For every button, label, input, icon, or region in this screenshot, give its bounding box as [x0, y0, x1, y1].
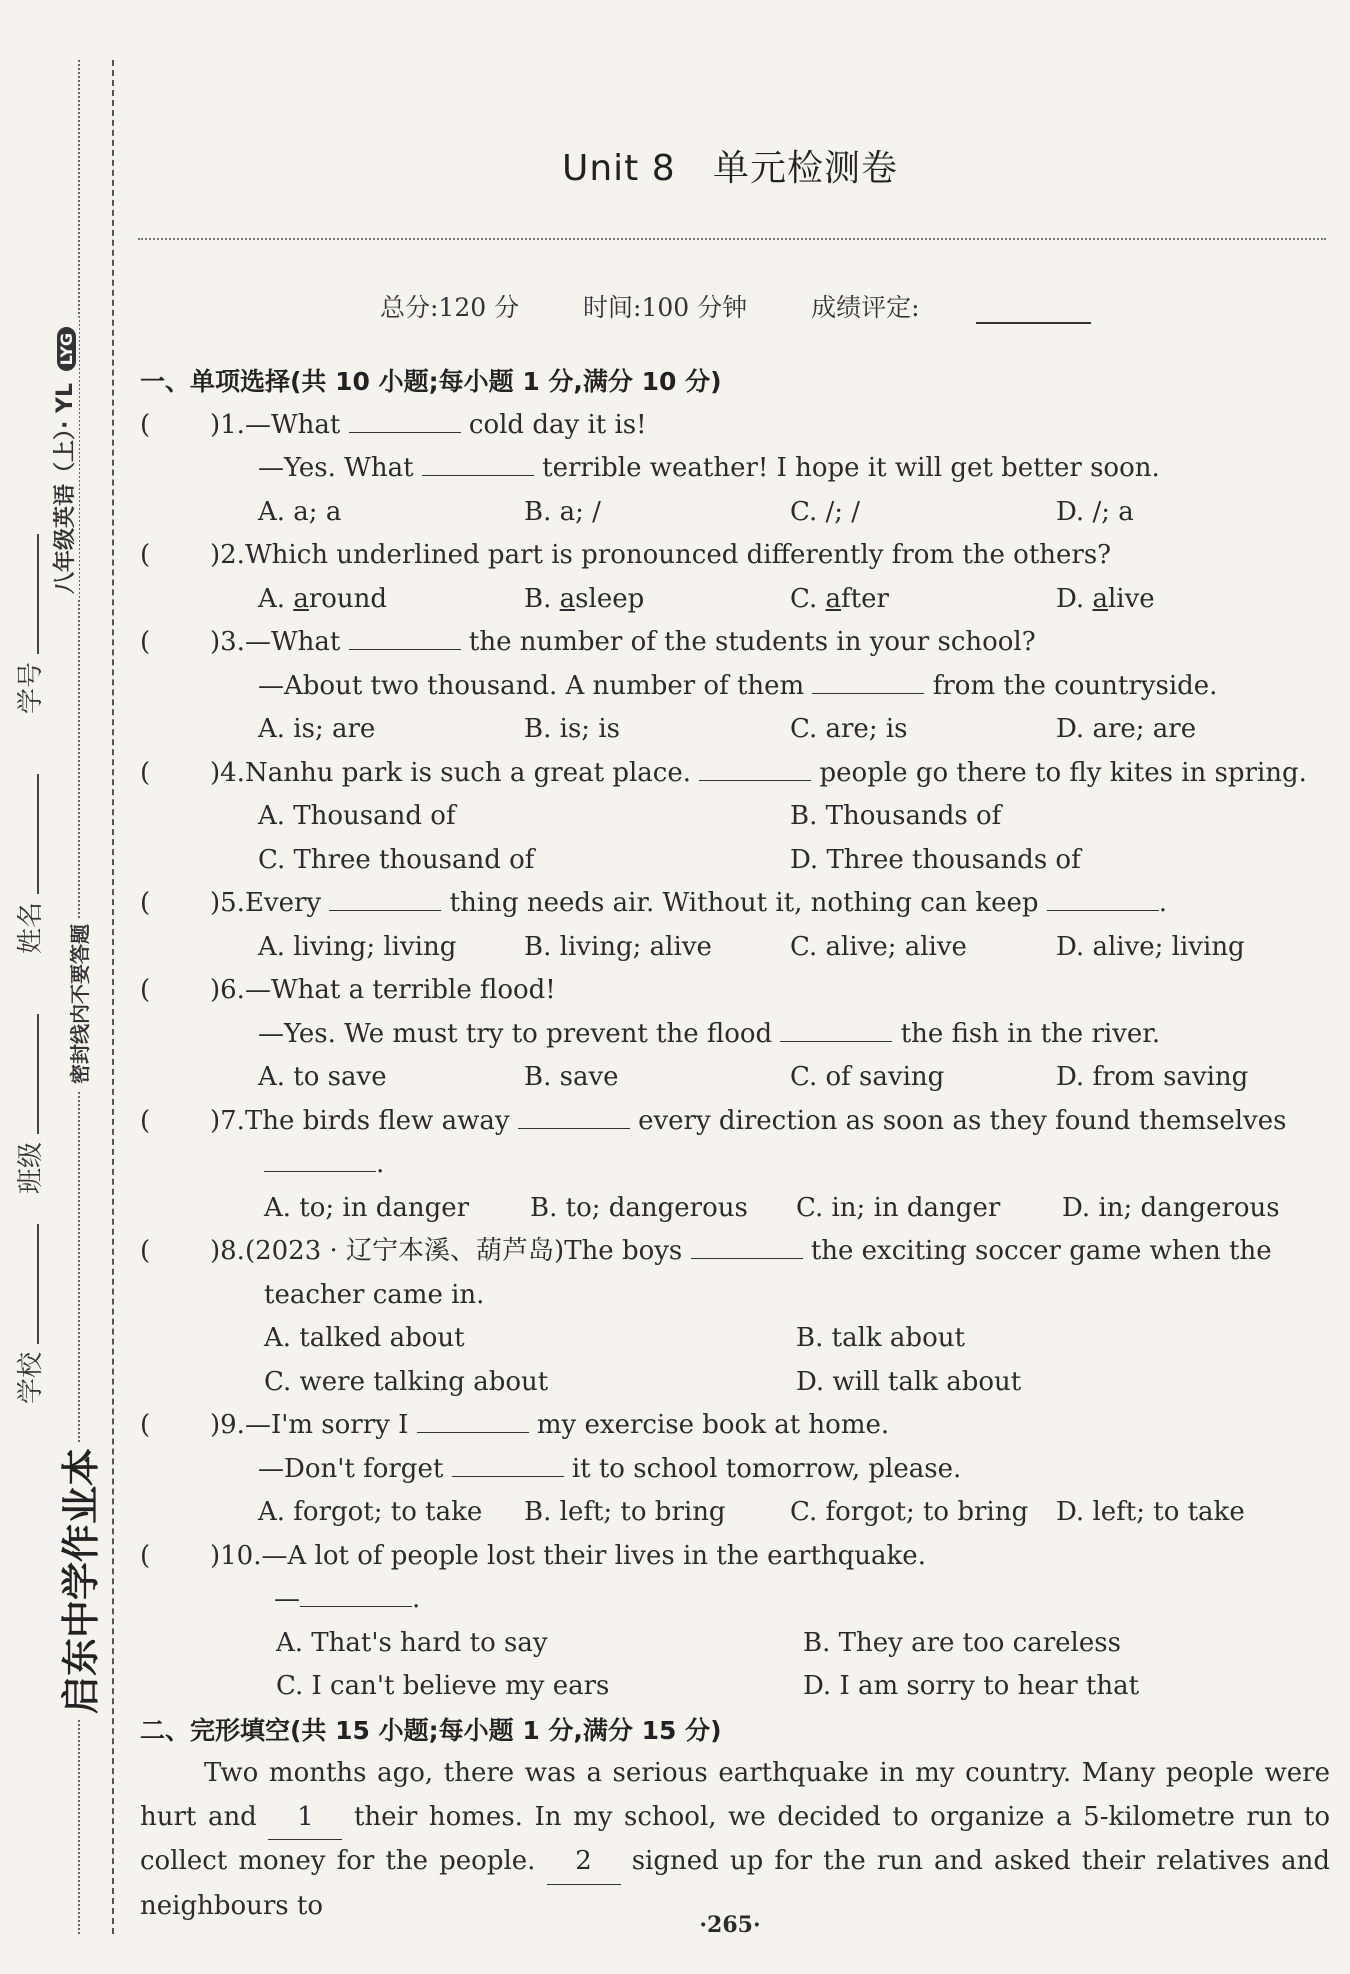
- option-c[interactable]: C. I can't believe my ears: [276, 1671, 610, 1701]
- option-c[interactable]: C. after: [790, 583, 889, 614]
- passage-text: signed up for the run and asked their relatives and neighbours to: [140, 1846, 1330, 1921]
- passage-text: Two months ago, there was a serious earthquake in my country. Many people were hurt and: [140, 1758, 1330, 1832]
- option-a[interactable]: A. to; in danger: [264, 1192, 470, 1223]
- blank[interactable]: [417, 1408, 529, 1433]
- section1-heading: 一、单项选择(共 10 小题;每小题 1 分,满分 10 分): [140, 367, 722, 396]
- blank[interactable]: [264, 1147, 376, 1172]
- option-d[interactable]: D. will talk about: [796, 1366, 1022, 1397]
- q-text: .: [376, 1149, 385, 1179]
- name-field: [10, 768, 47, 960]
- answer-paren[interactable]: (: [140, 757, 151, 788]
- passage-text: their homes. In my school, we decided to organize a 5-kilometre run to collect money for the people.: [140, 1801, 1330, 1876]
- answer-paren[interactable]: (: [140, 1540, 151, 1571]
- q-number: )3.: [210, 627, 245, 657]
- q-number: )9.: [210, 1410, 245, 1440]
- option-d[interactable]: D. alive; living: [1056, 931, 1245, 962]
- question-10: [140, 1535, 1330, 1709]
- q-text: terrible weather! I hope it will get better soon.: [542, 453, 1160, 483]
- blank[interactable]: [422, 451, 534, 476]
- series-badge: LYG: [57, 327, 76, 371]
- q-text: Every: [244, 888, 322, 918]
- name-label: 姓名: [16, 901, 46, 954]
- option-c[interactable]: C. of saving: [790, 1062, 945, 1092]
- q-text: —I'm sorry I: [244, 1410, 409, 1440]
- q-text: every direction as soon as they found themselves: [638, 1105, 1287, 1136]
- q-text: —What a terrible flood!: [244, 975, 556, 1005]
- option-d[interactable]: D. Three thousands of: [790, 844, 1081, 875]
- option-b[interactable]: B. Thousands of: [790, 801, 1002, 831]
- cloze-passage: [140, 1752, 1330, 1928]
- option-a[interactable]: A. talked about: [264, 1323, 465, 1353]
- total-score: 总分:120 分: [380, 293, 520, 322]
- student-no-blank[interactable]: [13, 534, 39, 654]
- grade-label-text: 成绩评定:: [811, 293, 920, 322]
- q-text: the fish in the river.: [900, 1018, 1161, 1049]
- blank[interactable]: [518, 1104, 630, 1129]
- blank[interactable]: [699, 756, 811, 781]
- option-b[interactable]: B. left; to bring: [524, 1497, 726, 1527]
- option-a[interactable]: A. living; living: [258, 931, 457, 962]
- question-4: [140, 752, 1330, 883]
- option-d[interactable]: D. left; to take: [1056, 1497, 1245, 1527]
- q-number: )8.: [210, 1236, 245, 1266]
- q-text: the exciting soccer game when the: [810, 1236, 1272, 1266]
- seal-line-outer: [112, 60, 114, 1934]
- option-b[interactable]: B. living; alive: [524, 931, 712, 962]
- option-d[interactable]: D. are; are: [1056, 714, 1197, 744]
- student-no-label: 学号: [16, 661, 46, 714]
- blank[interactable]: [1047, 886, 1159, 911]
- answer-paren[interactable]: (: [140, 975, 151, 1005]
- q-text: cold day it is!: [468, 409, 647, 440]
- q-number: )5.: [210, 888, 245, 918]
- q-number: )1.: [210, 409, 245, 440]
- answer-paren[interactable]: (: [140, 540, 151, 570]
- option-b[interactable]: B. save: [524, 1062, 619, 1092]
- q-number: )6.: [210, 975, 245, 1005]
- answer-paren[interactable]: (: [140, 888, 151, 918]
- q-text: it to school tomorrow, please.: [571, 1453, 962, 1484]
- q-text: the number of the students in your school?: [468, 627, 1036, 657]
- blank[interactable]: [780, 1017, 892, 1042]
- option-a[interactable]: A. a; a: [258, 496, 342, 527]
- q-text: Which underlined part is pronounced differently from the others?: [244, 540, 1112, 570]
- q-text: The birds flew away: [244, 1105, 510, 1136]
- option-c[interactable]: C. Three thousand of: [258, 844, 535, 875]
- q-number: )4.: [210, 757, 245, 788]
- question-9: [140, 1404, 1330, 1535]
- q-text: Nanhu park is such a great place.: [244, 757, 691, 788]
- option-b[interactable]: B. to; dangerous: [530, 1192, 748, 1223]
- section2-heading: 二、完形填空(共 15 小题;每小题 1 分,满分 15 分): [140, 1715, 722, 1745]
- q-text: —Don't forget: [258, 1453, 444, 1484]
- q-number: )2.: [210, 540, 245, 570]
- series-label: [48, 317, 79, 600]
- q-text: teacher came in.: [264, 1279, 485, 1310]
- option-c[interactable]: C. are; is: [790, 714, 908, 744]
- question-6: [140, 969, 1330, 1100]
- option-c[interactable]: C. forgot; to bring: [790, 1497, 1029, 1527]
- q-text: from the countryside.: [932, 670, 1218, 701]
- blank[interactable]: [691, 1234, 803, 1259]
- option-d[interactable]: D. /; a: [1056, 496, 1134, 527]
- option-b[interactable]: B. asleep: [524, 583, 645, 614]
- q-text: —What: [244, 627, 341, 657]
- answer-paren[interactable]: (: [140, 1410, 151, 1440]
- school-label: 学校: [16, 1351, 46, 1404]
- name-blank[interactable]: [13, 774, 39, 894]
- q-text: —A lot of people lost their lives in the earthquake.: [261, 1540, 926, 1571]
- book-title: 启东中学作业本: [50, 1442, 105, 1720]
- question-2: [140, 534, 1330, 621]
- blank[interactable]: [452, 1452, 564, 1477]
- option-a[interactable]: A. That's hard to say: [276, 1627, 548, 1658]
- series-text: 八年级英语（上）· YL: [53, 383, 78, 594]
- q-text: .: [412, 1584, 421, 1614]
- option-c[interactable]: C. in; in danger: [796, 1192, 1001, 1223]
- page-number: ·265·: [699, 1912, 761, 1938]
- cloze-blank-2[interactable]: 2: [547, 1840, 621, 1885]
- question-5: [140, 882, 1330, 969]
- blank[interactable]: [812, 669, 924, 694]
- option-b[interactable]: B. is; is: [524, 714, 620, 744]
- question-1: [140, 404, 1330, 535]
- option-c[interactable]: C. alive; alive: [790, 931, 967, 962]
- q-text: —About two thousand. A number of them: [258, 670, 805, 701]
- answer-paren[interactable]: (: [140, 1105, 151, 1136]
- grade-blank[interactable]: [976, 322, 1091, 324]
- option-d[interactable]: D. in; dangerous: [1062, 1192, 1280, 1223]
- student-no-field: [10, 528, 47, 720]
- option-c[interactable]: C. /; /: [790, 496, 861, 527]
- blank[interactable]: [349, 408, 461, 433]
- school-field: [10, 1218, 47, 1410]
- class-blank[interactable]: [13, 1014, 39, 1134]
- grade-label: [811, 293, 1146, 322]
- question-8: [140, 1230, 1330, 1404]
- cloze-blank-1[interactable]: 1: [268, 1796, 342, 1841]
- q-text: my exercise book at home.: [536, 1410, 890, 1440]
- option-a[interactable]: A. is; are: [258, 714, 376, 744]
- option-d[interactable]: D. alive: [1056, 583, 1155, 614]
- seal-note: 密封线内不要答题: [64, 918, 93, 1090]
- class-field: [10, 1008, 47, 1200]
- q-text: people go there to fly kites in spring.: [819, 757, 1307, 788]
- q-number: )10.: [210, 1540, 262, 1571]
- exam-meta: [380, 288, 1147, 324]
- q-text: .: [1158, 888, 1168, 918]
- q-text: —: [274, 1584, 300, 1614]
- option-a[interactable]: A. forgot; to take: [258, 1497, 483, 1527]
- question-7: [140, 1100, 1330, 1231]
- blank[interactable]: [329, 886, 441, 911]
- blank[interactable]: [300, 1582, 412, 1607]
- q-text: —What: [244, 409, 341, 440]
- question-3: [140, 621, 1330, 752]
- option-b[interactable]: B. talk about: [796, 1323, 965, 1353]
- title-divider: [138, 238, 1326, 240]
- option-b[interactable]: B. a; /: [524, 496, 601, 527]
- q-text: —Yes. What: [258, 453, 414, 483]
- q-text: —Yes. We must try to prevent the flood: [258, 1018, 773, 1049]
- option-b[interactable]: B. They are too careless: [803, 1627, 1121, 1658]
- exam-time: 时间:100 分钟: [583, 293, 748, 322]
- q-number: )7.: [210, 1105, 245, 1136]
- q-text: (2023 · 辽宁本溪、葫芦岛)The boys: [244, 1236, 683, 1266]
- option-c[interactable]: C. were talking about: [264, 1366, 549, 1397]
- answer-paren[interactable]: (: [140, 409, 151, 440]
- exam-content: [140, 360, 1330, 1928]
- page-title: Unit 8 单元检测卷: [562, 148, 898, 189]
- option-a[interactable]: A. to save: [258, 1062, 387, 1092]
- answer-paren[interactable]: (: [140, 627, 151, 657]
- option-d[interactable]: D. I am sorry to hear that: [803, 1671, 1140, 1701]
- blank[interactable]: [349, 625, 461, 650]
- option-d[interactable]: D. from saving: [1056, 1062, 1249, 1092]
- option-a[interactable]: A. around: [258, 583, 388, 614]
- class-label: 班级: [16, 1141, 46, 1194]
- school-blank[interactable]: [13, 1224, 39, 1344]
- option-a[interactable]: A. Thousand of: [258, 801, 456, 831]
- binding-strip: [0, 0, 130, 1974]
- q-text: thing needs air. Without it, nothing can keep: [449, 888, 1039, 918]
- answer-paren[interactable]: (: [140, 1236, 151, 1266]
